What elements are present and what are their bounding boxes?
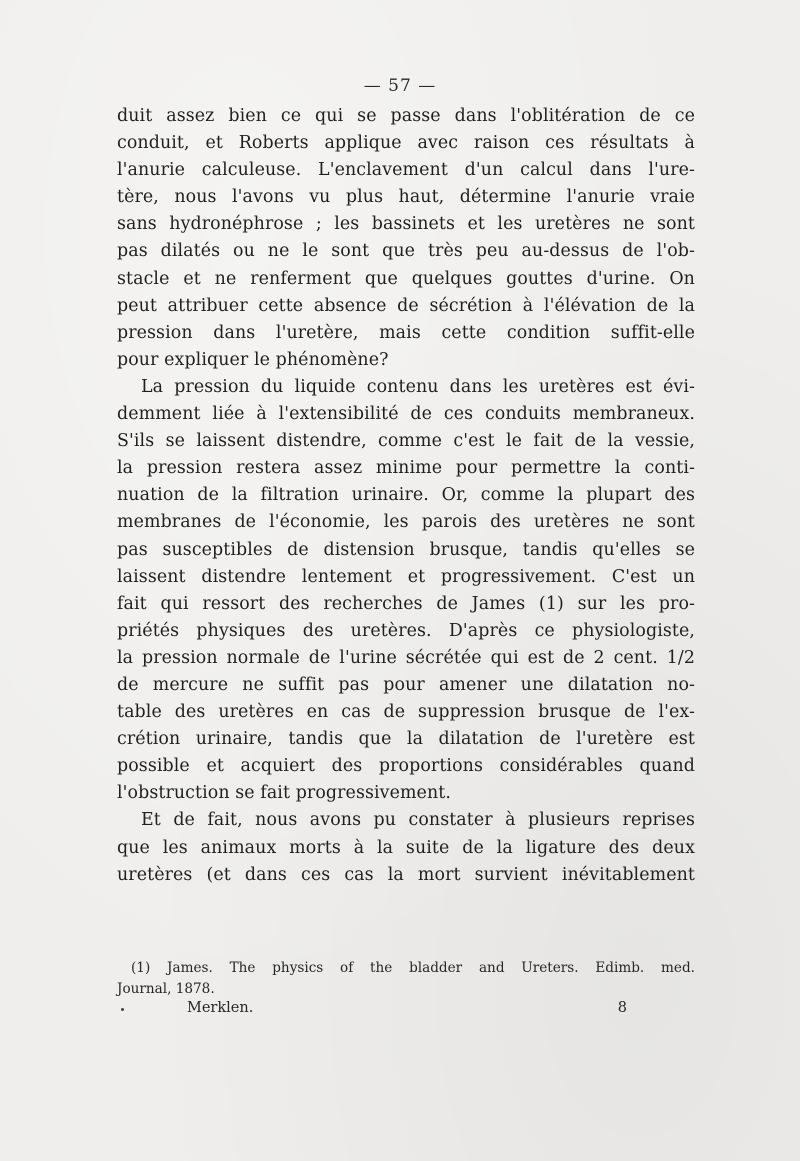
text-line: sans hydronéphrose ; les bassinets et les uretères ne sont xyxy=(117,214,695,235)
text-line: pas dilatés ou ne le sont que très peu au-dessus de l'ob- xyxy=(117,241,695,262)
page-number: — 57 — xyxy=(363,76,437,96)
text-line: membranes de l'économie, les parois des uretères ne sont xyxy=(117,512,695,533)
text-line: tère, nous l'avons vu plus haut, détermine l'anurie vraie xyxy=(117,187,695,208)
text-line: pour expliquer le phénomène? xyxy=(117,349,389,370)
text-line: que les animaux morts à la suite de la ligature des deux xyxy=(117,837,695,858)
text-line: l'anurie calculeuse. L'enclavement d'un calcul dans l'ure- xyxy=(117,160,695,181)
text-line: La pression du liquide contenu dans les uretères est évi- xyxy=(141,376,695,397)
footnote-line: (1) James. The physics of the bladder and Ureters. Edimb. med. xyxy=(131,960,695,976)
text-line: demment liée à l'extensibilité de ces conduits membraneux. xyxy=(117,404,695,425)
text-line: stacle et ne renferment que quelques gouttes d'urine. On xyxy=(117,268,695,289)
text-line: pas susceptibles de distension brusque, tandis qu'elles se xyxy=(117,539,695,560)
text-line: peut attribuer cette absence de sécrétion à l'élévation de la xyxy=(117,295,695,316)
footnote-line: Journal, 1878. xyxy=(117,981,215,997)
text-line: pression dans l'uretère, mais cette condition suffit-elle xyxy=(117,322,695,343)
text-line: S'ils se laissent distendre, comme c'est le fait de la vessie, xyxy=(117,431,695,452)
text-line: de mercure ne suffit pas pour amener une dilatation no- xyxy=(117,674,695,695)
text-line: la pression normale de l'urine sécrétée qui est de 2 cent. 1/2 xyxy=(117,647,695,668)
bullet-dot-icon xyxy=(121,1008,124,1011)
text-line: possible et acquiert des proportions considérables quand xyxy=(117,756,695,777)
text-line: fait qui ressort des recherches de James (1) sur les pro- xyxy=(117,593,695,614)
text-line: Et de fait, nous avons pu constater à plusieurs reprises xyxy=(141,810,695,831)
text-line: duit assez bien ce qui se passe dans l'oblitération de ce xyxy=(117,106,695,126)
text-line: uretères (et dans ces cas la mort survient inévitablement xyxy=(117,864,695,885)
text-line: table des uretères en cas de suppression brusque de l'ex- xyxy=(117,702,695,723)
signature-row xyxy=(117,1000,695,1022)
text-line: laissent distendre lentement et progressivement. C'est un xyxy=(117,566,695,587)
signature-author: Merklen. xyxy=(187,1000,254,1016)
text-line: nuation de la filtration urinaire. Or, comme la plupart des xyxy=(117,485,695,506)
body-text xyxy=(117,103,695,889)
text-line: priétés physiques des uretères. D'après ce physiologiste, xyxy=(117,620,695,641)
signature-sheet-number: 8 xyxy=(617,1000,627,1016)
footnote xyxy=(117,958,695,1000)
text-line: crétion urinaire, tandis que la dilatation de l'uretère est xyxy=(117,729,695,750)
text-line: la pression restera assez minime pour permettre la conti- xyxy=(117,458,695,479)
text-line: l'obstruction se fait progressivement. xyxy=(117,783,451,804)
text-line: conduit, et Roberts applique avec raison ces résultats à xyxy=(117,133,695,154)
